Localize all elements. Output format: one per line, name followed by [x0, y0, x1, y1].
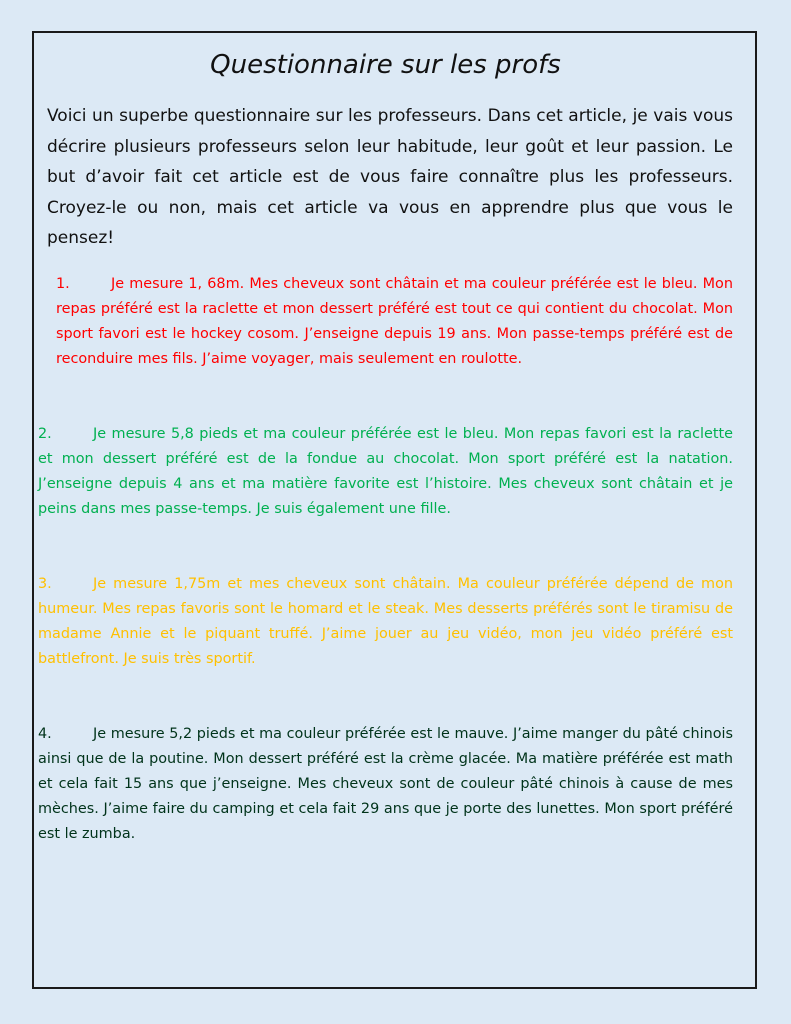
teacher-paragraph-3 [38, 572, 733, 672]
paragraph-text: Je mesure 5,8 pieds et ma couleur préférée est le bleu. Mon repas favori est la raclette et mon dessert préféré est de la fondue au chocolat. Mon sport préféré est la natation. J’enseigne depuis 4 ans et ma matière favorite est l’histoire. Mes cheveux sont châtain et je peins dans mes passe-temps. Je suis également une fille. [38, 426, 733, 517]
teacher-paragraph-4 [38, 722, 733, 847]
paragraph-number: 4. [38, 726, 52, 742]
paragraph-text: Je mesure 1,75m et mes cheveux sont châtain. Ma couleur préférée dépend de mon humeur. Mes repas favoris sont le homard et le steak. Mes desserts préférés sont le tiramisu de madame Annie et le piquant truffé. J’aime jouer au jeu vidéo, mon jeu vidéo préféré est battlefront. Je suis très sportif. [38, 576, 733, 667]
intro-paragraph: Voici un superbe questionnaire sur les professeurs. Dans cet article, je vais vous décrire plusieurs professeurs selon leur habitude, leur goût et leur passion. Le but d’avoir fait cet article est de vous faire connaître plus les professeurs. Croyez-le ou non, mais cet article va vous en apprendre plus que vous le pensez! [47, 106, 733, 248]
paragraph-number: 3. [38, 576, 52, 592]
paragraph-text: Je mesure 5,2 pieds et ma couleur préférée est le mauve. J’aime manger du pâté chinois ainsi que de la poutine. Mon dessert préféré est la crème glacée. Ma matière préférée est math et cela fait 15 ans que j’enseigne. Mes cheveux sont de couleur pâté chinois à cause de mes mèches. J’aime faire du camping et cela fait 29 ans que je porte des lunettes. Mon sport préféré est le zumba. [38, 726, 733, 842]
teacher-paragraph-1 [56, 272, 733, 372]
paragraph-text: Je mesure 1, 68m. Mes cheveux sont châtain et ma couleur préférée est le bleu. Mon repas préféré est la raclette et mon dessert préféré est tout ce qui contient du chocolat. Mon sport favori est le hockey cosom. J’enseigne depuis 19 ans. Mon passe-temps préféré est de reconduire mes fils. J’aime voyager, mais seulement en roulotte. [56, 276, 733, 367]
paragraph-number: 2. [38, 426, 52, 442]
paragraph-number: 1. [56, 276, 70, 292]
document-title: Questionnaire sur les profs [210, 50, 561, 80]
teacher-paragraph-2 [38, 422, 733, 522]
